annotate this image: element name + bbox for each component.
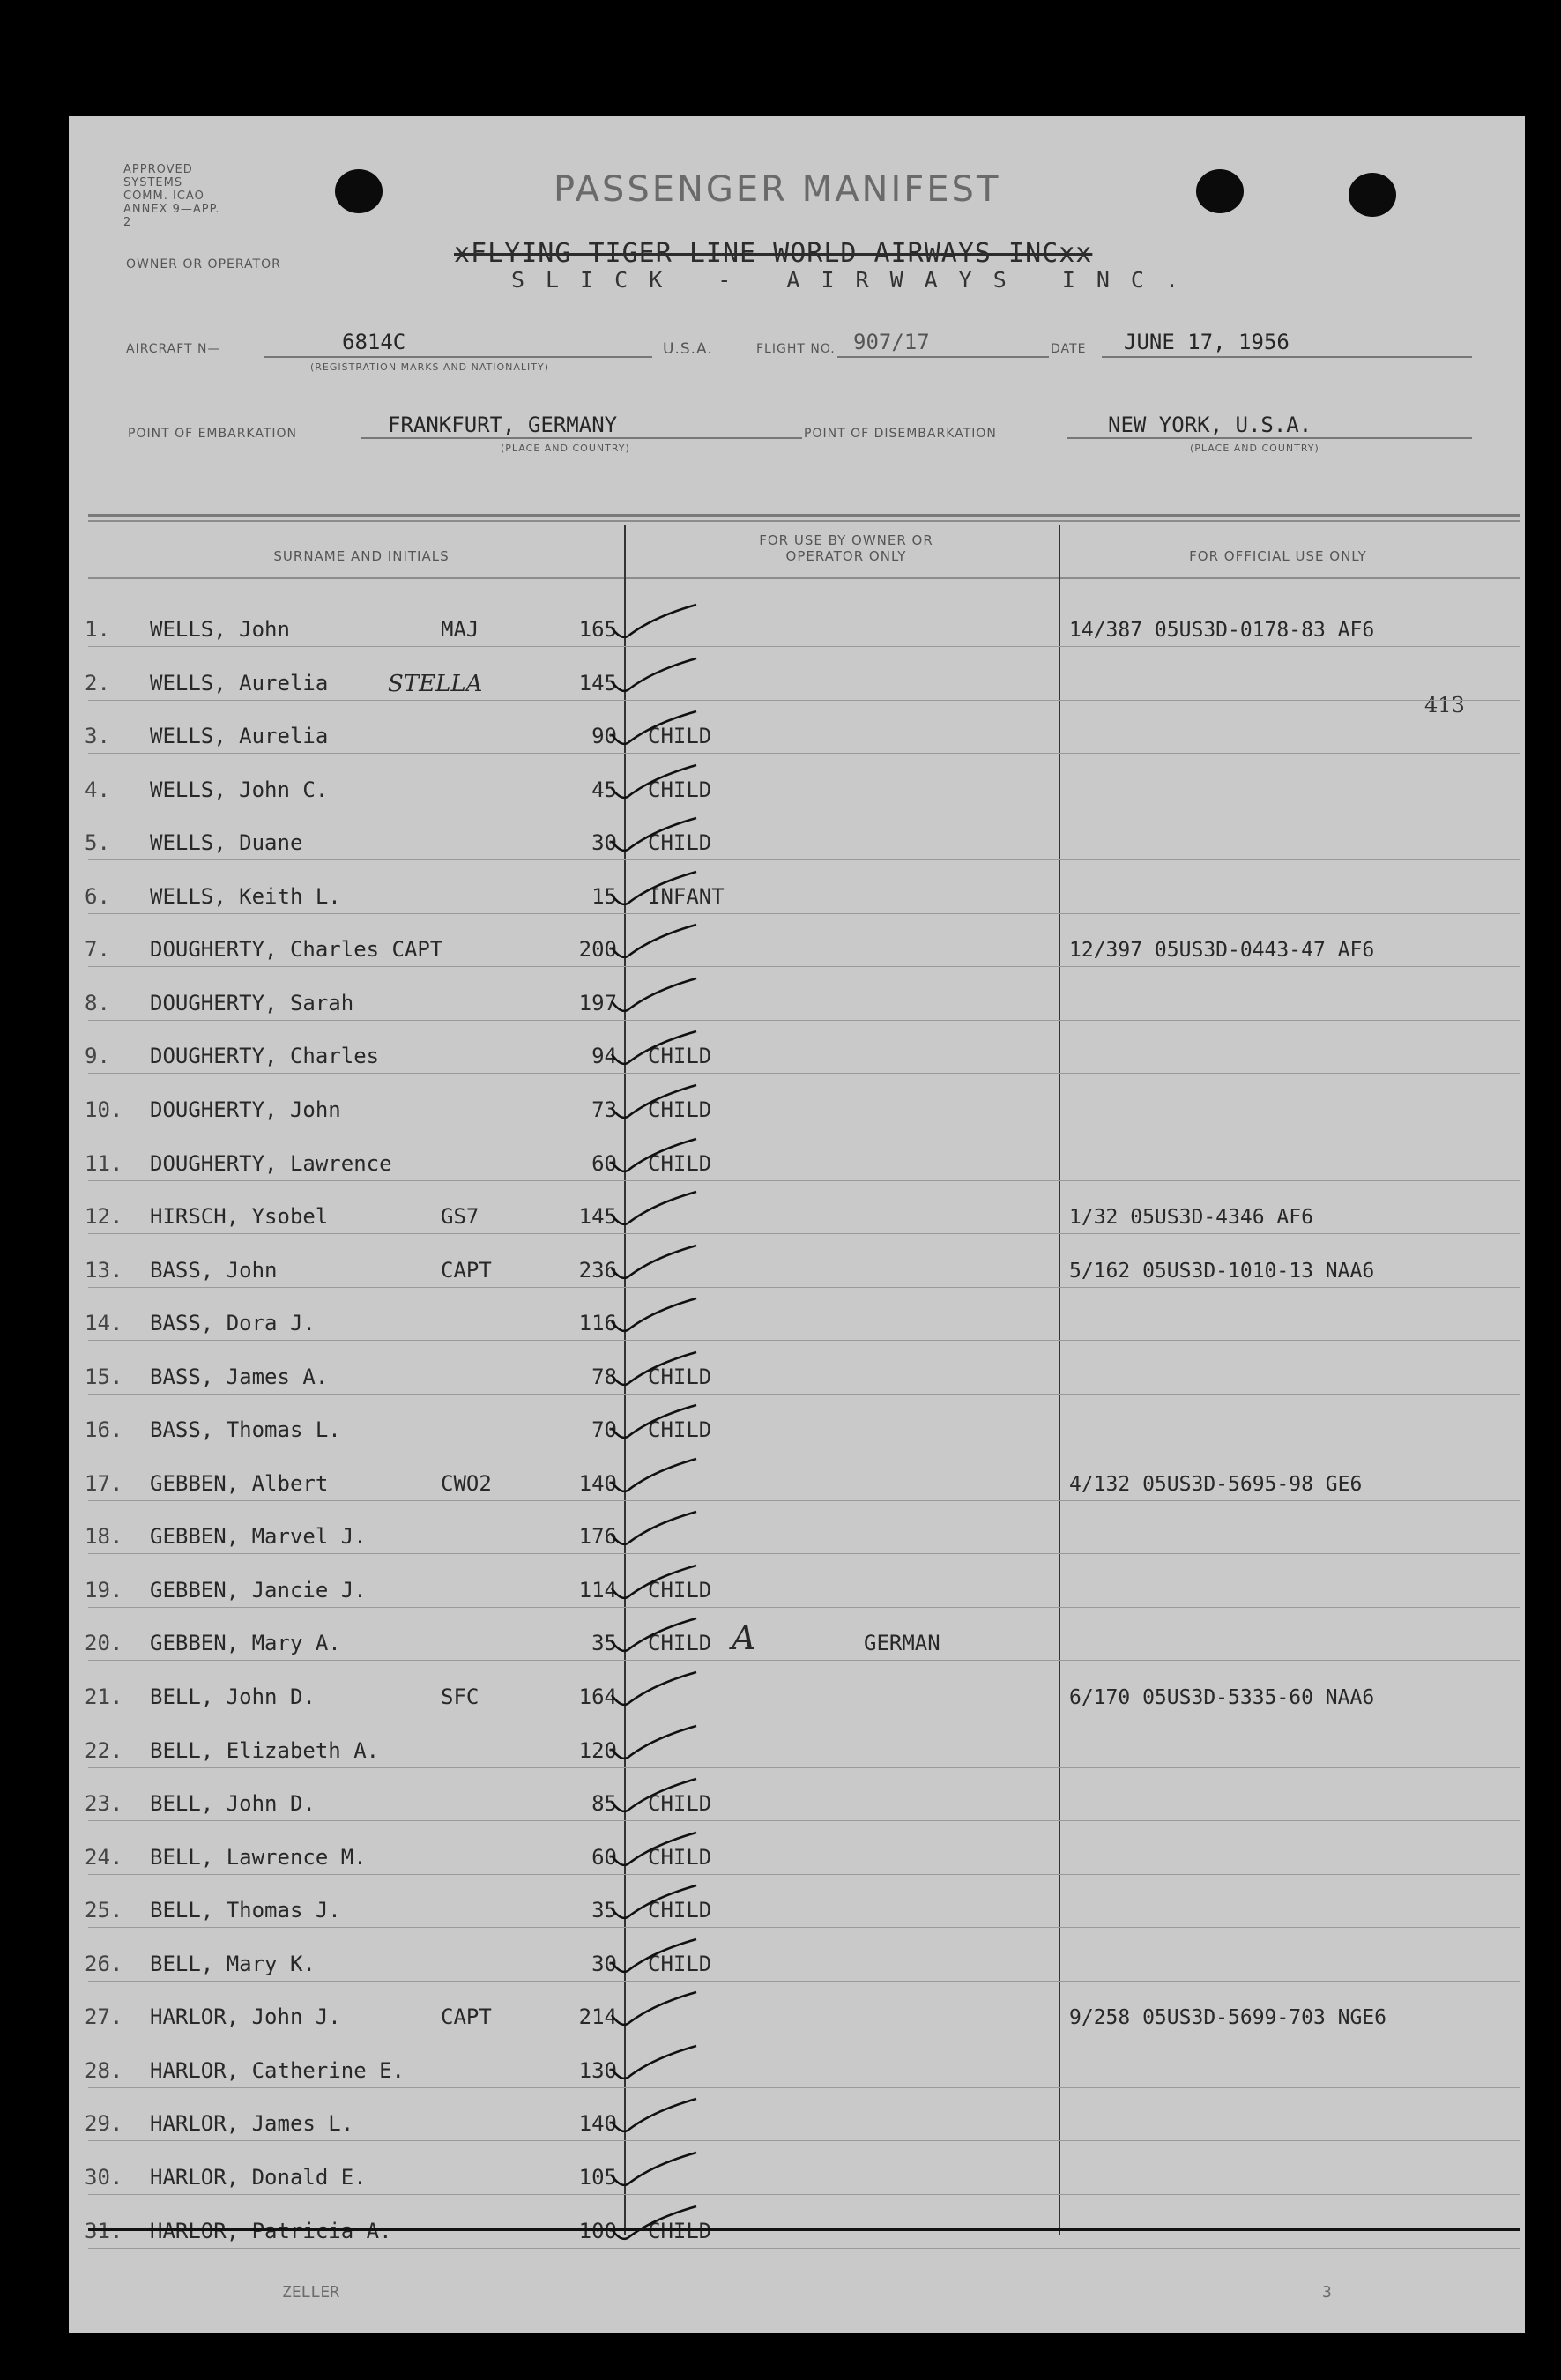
passenger-name: GEBBEN, Mary A. bbox=[150, 1631, 341, 1656]
passenger-weight: 90 bbox=[591, 724, 617, 749]
operator-name: SLICK - AIRWAYS INC. bbox=[511, 267, 1200, 293]
table-row bbox=[0, 648, 1561, 701]
passenger-weight: 60 bbox=[591, 1150, 617, 1176]
passenger-type: CHILD bbox=[648, 777, 712, 802]
check-mark-icon bbox=[608, 1295, 705, 1339]
check-mark-icon bbox=[608, 1722, 705, 1766]
table-row bbox=[0, 968, 1561, 1021]
passenger-name: HARLOR, John J. bbox=[150, 2004, 341, 2030]
punch-hole bbox=[335, 169, 383, 213]
passenger-name: BELL, Thomas J. bbox=[150, 1898, 341, 1923]
table-row bbox=[0, 1929, 1561, 1982]
table-row bbox=[0, 2088, 1561, 2141]
row-number: 22. bbox=[85, 1737, 123, 1763]
passenger-name: BELL, John D. bbox=[150, 1685, 316, 1709]
check-mark-icon bbox=[608, 2095, 705, 2139]
passenger-name: WELLS, Aurelia bbox=[150, 670, 329, 695]
passenger-name: GEBBEN, Albert bbox=[150, 1470, 329, 1496]
passenger-weight: 78 bbox=[591, 1364, 617, 1389]
punch-hole bbox=[1349, 173, 1396, 217]
passenger-rank: CAPT bbox=[441, 2004, 492, 2030]
official-entry: 5/162 05US3D-1010-13 NAA6 bbox=[1069, 1259, 1375, 1283]
passenger-type: CHILD bbox=[648, 1844, 712, 1870]
passenger-name: BELL, Lawrence M. bbox=[150, 1844, 367, 1870]
check-mark-icon bbox=[608, 762, 705, 806]
embarkation-underline bbox=[361, 437, 802, 439]
aircraft-underline bbox=[264, 356, 652, 358]
passenger-weight: 105 bbox=[578, 2164, 617, 2190]
passenger-type: CHILD bbox=[648, 1417, 712, 1443]
check-mark-icon bbox=[608, 1615, 705, 1659]
table-top-rule bbox=[88, 520, 1520, 522]
disembarkation-label: POINT OF DISEMBARKATION bbox=[804, 427, 997, 441]
table-row bbox=[0, 861, 1561, 914]
passenger-name: WELLS, John C. bbox=[150, 777, 329, 802]
table-row bbox=[0, 1235, 1561, 1288]
row-number: 25. bbox=[85, 1898, 123, 1923]
disembarkation-value: NEW YORK, U.S.A. bbox=[1108, 413, 1312, 437]
passenger-weight: 164 bbox=[578, 1685, 617, 1709]
row-number: 8. bbox=[85, 990, 110, 1015]
handwritten-annotation: A bbox=[732, 1618, 756, 1658]
passenger-name: WELLS, Keith L. bbox=[150, 883, 341, 909]
passenger-nationality: GERMAN bbox=[864, 1631, 940, 1656]
table-row bbox=[0, 807, 1561, 860]
passenger-rank: CAPT bbox=[441, 1257, 492, 1283]
official-entry: 9/258 05US3D-5699-703 NGE6 bbox=[1069, 2006, 1387, 2030]
registration-label: (REGISTRATION MARKS AND NATIONALITY) bbox=[310, 361, 550, 373]
passenger-weight: 114 bbox=[578, 1577, 617, 1603]
table-row bbox=[0, 1608, 1561, 1661]
row-number: 21. bbox=[85, 1685, 123, 1709]
passenger-type: INFANT bbox=[648, 883, 725, 909]
passenger-weight: 85 bbox=[591, 1791, 617, 1817]
row-number: 14. bbox=[85, 1311, 123, 1336]
passenger-weight: 176 bbox=[578, 1524, 617, 1550]
row-number: 24. bbox=[85, 1844, 123, 1870]
passenger-weight: 35 bbox=[591, 1898, 617, 1923]
passenger-name: BASS, John bbox=[150, 1257, 278, 1283]
check-mark-icon bbox=[608, 2149, 705, 2193]
passenger-weight: 116 bbox=[578, 1311, 617, 1336]
passenger-name: GEBBEN, Marvel J. bbox=[150, 1524, 367, 1550]
embarkation-label: POINT OF EMBARKATION bbox=[128, 427, 298, 441]
form-title: PASSENGER MANIFEST bbox=[554, 169, 1001, 210]
passenger-name: WELLS, John bbox=[150, 617, 290, 642]
page-number: 413 bbox=[1424, 693, 1465, 718]
check-mark-icon bbox=[608, 1349, 705, 1393]
disembarkation-underline bbox=[1067, 437, 1472, 439]
table-row bbox=[0, 1288, 1561, 1341]
row-number: 15. bbox=[85, 1364, 123, 1389]
date-value: JUNE 17, 1956 bbox=[1124, 330, 1290, 354]
footer-page: 3 bbox=[1322, 2283, 1332, 2302]
passenger-type: CHILD bbox=[648, 1150, 712, 1176]
passenger-weight: 100 bbox=[578, 2218, 617, 2243]
passenger-name: HARLOR, Catherine E. bbox=[150, 2057, 405, 2083]
passenger-name: BASS, James A. bbox=[150, 1364, 329, 1389]
table-row bbox=[0, 2035, 1561, 2088]
passenger-name: BASS, Dora J. bbox=[150, 1311, 316, 1336]
flight-label: FLIGHT NO. bbox=[756, 342, 836, 356]
row-number: 9. bbox=[85, 1044, 110, 1069]
passenger-type: CHILD bbox=[648, 1898, 712, 1923]
check-mark-icon bbox=[608, 1455, 705, 1499]
row-number: 27. bbox=[85, 2004, 123, 2030]
row-number: 4. bbox=[85, 777, 110, 802]
row-number: 23. bbox=[85, 1791, 123, 1817]
flight-underline bbox=[837, 356, 1049, 358]
passenger-name: DOUGHERTY, Charles bbox=[150, 1044, 380, 1069]
column-header-name: SURNAME AND INITIALS bbox=[273, 548, 450, 564]
check-mark-icon bbox=[608, 868, 705, 912]
table-row bbox=[0, 1075, 1561, 1127]
check-mark-icon bbox=[608, 708, 705, 752]
passenger-rank: GS7 bbox=[441, 1204, 479, 1230]
passenger-weight: 15 bbox=[591, 883, 617, 909]
check-mark-icon bbox=[608, 921, 705, 965]
passenger-weight: 70 bbox=[591, 1417, 617, 1443]
date-label: DATE bbox=[1051, 342, 1087, 356]
passenger-type: CHILD bbox=[648, 830, 712, 856]
table-row bbox=[0, 1555, 1561, 1608]
passenger-type: CHILD bbox=[648, 1044, 712, 1069]
embarkation-value: FRANKFURT, GERMANY bbox=[388, 413, 618, 437]
row-number: 5. bbox=[85, 830, 110, 856]
check-mark-icon bbox=[608, 1082, 705, 1126]
row-rule bbox=[88, 2248, 1520, 2249]
row-number: 16. bbox=[85, 1417, 123, 1443]
row-number: 1. bbox=[85, 617, 110, 642]
table-bottom-rule bbox=[88, 2228, 1520, 2231]
row-number: 10. bbox=[85, 1097, 123, 1122]
check-mark-icon bbox=[608, 1775, 705, 1819]
passenger-name: BELL, Mary K. bbox=[150, 1951, 316, 1976]
table-row bbox=[0, 1128, 1561, 1181]
passenger-type: CHILD bbox=[648, 2218, 712, 2243]
check-mark-icon bbox=[608, 1562, 705, 1606]
row-number: 12. bbox=[85, 1204, 123, 1230]
column-header-official: FOR OFFICIAL USE ONLY bbox=[1189, 548, 1367, 564]
table-row bbox=[0, 1501, 1561, 1554]
table-row bbox=[0, 1662, 1561, 1714]
table-row bbox=[0, 1822, 1561, 1875]
row-number: 7. bbox=[85, 937, 110, 963]
passenger-weight: 45 bbox=[591, 777, 617, 802]
row-number: 13. bbox=[85, 1257, 123, 1283]
passenger-rank: MAJ bbox=[441, 617, 479, 642]
row-number: 3. bbox=[85, 724, 110, 749]
handwritten-annotation: STELLA bbox=[388, 670, 483, 697]
passenger-name: DOUGHERTY, Charles CAPT bbox=[150, 937, 443, 963]
passenger-name: HARLOR, James L. bbox=[150, 2111, 354, 2137]
row-number: 19. bbox=[85, 1577, 123, 1603]
check-mark-icon bbox=[608, 975, 705, 1019]
passenger-name: BELL, Elizabeth A. bbox=[150, 1737, 380, 1763]
table-row bbox=[0, 1715, 1561, 1768]
table-row bbox=[0, 914, 1561, 967]
check-mark-icon bbox=[608, 1882, 705, 1926]
struck-operator-text: xFLYING TIGER LINE WORLD AIRWAYS INCxx bbox=[454, 238, 1093, 269]
table-row bbox=[0, 2142, 1561, 2195]
passenger-name: DOUGHERTY, Lawrence bbox=[150, 1150, 392, 1176]
check-mark-icon bbox=[608, 1028, 705, 1072]
passenger-weight: 214 bbox=[578, 2004, 617, 2030]
struck-operator bbox=[454, 238, 1092, 269]
row-number: 26. bbox=[85, 1951, 123, 1976]
row-number: 28. bbox=[85, 2057, 123, 2083]
check-mark-icon bbox=[608, 1989, 705, 2033]
table-row bbox=[0, 1768, 1561, 1821]
flight-value: 907/17 bbox=[853, 330, 930, 354]
official-entry: 14/387 05US3D-0178-83 AF6 bbox=[1069, 619, 1375, 642]
passenger-weight: 94 bbox=[591, 1044, 617, 1069]
row-number: 17. bbox=[85, 1470, 123, 1496]
passenger-type: CHILD bbox=[648, 1577, 712, 1603]
passenger-weight: 73 bbox=[591, 1097, 617, 1122]
approval-note: APPROVED SYSTEMS COMM. ICAO ANNEX 9—APP. 2 bbox=[123, 163, 220, 229]
passenger-rank: CWO2 bbox=[441, 1470, 492, 1496]
passenger-type: CHILD bbox=[648, 1791, 712, 1817]
date-underline bbox=[1102, 356, 1472, 358]
check-mark-icon bbox=[608, 1829, 705, 1873]
passenger-name: WELLS, Aurelia bbox=[150, 724, 329, 749]
passenger-name: WELLS, Duane bbox=[150, 830, 303, 856]
row-number: 2. bbox=[85, 670, 110, 695]
table-top-rule bbox=[88, 514, 1520, 517]
passenger-type: CHILD bbox=[648, 1097, 712, 1122]
punch-hole bbox=[1196, 169, 1244, 213]
table-row bbox=[0, 1181, 1561, 1234]
passenger-weight: 30 bbox=[591, 1951, 617, 1976]
passenger-name: HARLOR, Donald E. bbox=[150, 2164, 367, 2190]
passenger-weight: 35 bbox=[591, 1631, 617, 1656]
passenger-name: BELL, John D. bbox=[150, 1791, 316, 1817]
passenger-type: CHILD bbox=[648, 1631, 712, 1656]
table-row bbox=[0, 755, 1561, 807]
passenger-weight: 197 bbox=[578, 990, 617, 1015]
passenger-type: CHILD bbox=[648, 1364, 712, 1389]
aircraft-label: AIRCRAFT N— bbox=[126, 342, 221, 356]
passenger-weight: 30 bbox=[591, 830, 617, 856]
passenger-name: GEBBEN, Jancie J. bbox=[150, 1577, 367, 1603]
row-number: 6. bbox=[85, 883, 110, 909]
check-mark-icon bbox=[608, 1242, 705, 1286]
check-mark-icon bbox=[608, 2042, 705, 2086]
footer-signature: ZELLER bbox=[282, 2283, 340, 2302]
official-entry: 4/132 05US3D-5695-98 GE6 bbox=[1069, 1472, 1363, 1496]
check-mark-icon bbox=[608, 1669, 705, 1713]
table-row bbox=[0, 594, 1561, 647]
passenger-name: DOUGHERTY, Sarah bbox=[150, 990, 354, 1015]
passenger-name: HIRSCH, Ysobel bbox=[150, 1204, 329, 1230]
column-header-owner: FOR USE BY OWNER OR OPERATOR ONLY bbox=[759, 532, 933, 564]
row-number: 18. bbox=[85, 1524, 123, 1550]
owner-label: OWNER OR OPERATOR bbox=[126, 257, 281, 271]
check-mark-icon bbox=[608, 1188, 705, 1232]
passenger-weight: 60 bbox=[591, 1844, 617, 1870]
passenger-type: CHILD bbox=[648, 1951, 712, 1976]
aircraft-value: 6814C bbox=[342, 330, 406, 354]
table-row bbox=[0, 2196, 1561, 2249]
official-entry: 1/32 05US3D-4346 AF6 bbox=[1069, 1206, 1313, 1230]
passenger-weight: 236 bbox=[578, 1257, 617, 1283]
passenger-weight: 140 bbox=[578, 1470, 617, 1496]
check-mark-icon bbox=[608, 1508, 705, 1552]
check-mark-icon bbox=[608, 814, 705, 859]
passenger-weight: 120 bbox=[578, 1737, 617, 1763]
table-row bbox=[0, 1982, 1561, 2034]
passenger-rank: SFC bbox=[441, 1685, 479, 1709]
check-mark-icon bbox=[608, 1402, 705, 1446]
passenger-name: HARLOR, Patricia A. bbox=[150, 2218, 392, 2243]
row-number: 20. bbox=[85, 1631, 123, 1656]
passenger-weight: 145 bbox=[578, 670, 617, 695]
place-label-2: (PLACE AND COUNTRY) bbox=[1190, 443, 1319, 454]
official-entry: 6/170 05US3D-5335-60 NAA6 bbox=[1069, 1686, 1375, 1709]
passenger-weight: 130 bbox=[578, 2057, 617, 2083]
table-row bbox=[0, 1021, 1561, 1074]
check-mark-icon bbox=[608, 1936, 705, 1980]
passenger-weight: 200 bbox=[578, 937, 617, 963]
official-entry: 12/397 05US3D-0443-47 AF6 bbox=[1069, 939, 1375, 963]
passenger-weight: 165 bbox=[578, 617, 617, 642]
place-label: (PLACE AND COUNTRY) bbox=[501, 443, 630, 454]
table-row bbox=[0, 701, 1561, 754]
row-number: 31. bbox=[85, 2218, 123, 2243]
passenger-type: CHILD bbox=[648, 724, 712, 749]
check-mark-icon bbox=[608, 601, 705, 645]
table-row bbox=[0, 1342, 1561, 1395]
table-row bbox=[0, 1448, 1561, 1501]
passenger-name: BASS, Thomas L. bbox=[150, 1417, 341, 1443]
passenger-name: DOUGHERTY, John bbox=[150, 1097, 341, 1122]
table-row bbox=[0, 1395, 1561, 1447]
row-number: 30. bbox=[85, 2164, 123, 2190]
row-number: 11. bbox=[85, 1150, 123, 1176]
check-mark-icon bbox=[608, 2203, 705, 2247]
nationality: U.S.A. bbox=[663, 340, 713, 358]
row-number: 29. bbox=[85, 2111, 123, 2137]
check-mark-icon bbox=[608, 1135, 705, 1179]
passenger-weight: 145 bbox=[578, 1204, 617, 1230]
passenger-weight: 140 bbox=[578, 2111, 617, 2137]
table-row bbox=[0, 1875, 1561, 1928]
check-mark-icon bbox=[608, 655, 705, 699]
header-rule bbox=[88, 577, 1520, 579]
